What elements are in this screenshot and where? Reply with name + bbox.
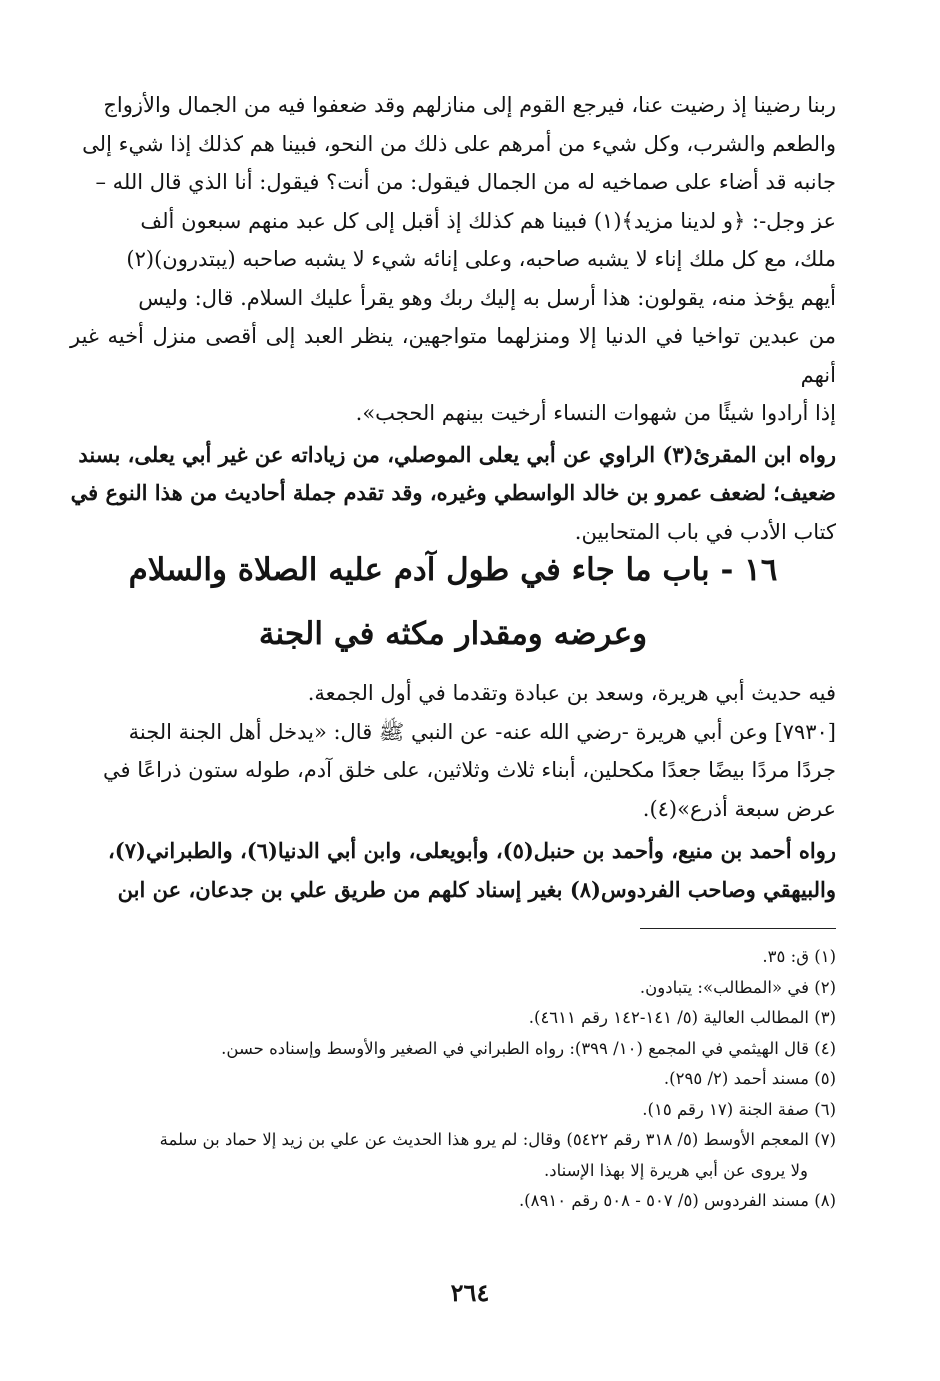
text-line: كتاب الأدب في باب المتحابين. [574,519,836,544]
text-line: عرض سبعة أذرع»(٤). [642,796,836,821]
text-line: أيهم يؤخذ منه، يقولون: هذا أرسل به إليك ربك وهو يقرأ عليك السلام. قال: وليس [138,285,836,310]
text-line: فيه حديث أبي هريرة، وسعد بن عبادة وتقدما في أول الجمعة. [307,681,836,705]
footnote-1: (١) ق: ٣٥. [762,947,836,966]
footnote-6: (٦) صفة الجنة (١٧ رقم ١٥). [642,1099,836,1119]
text-line: إذا أرادوا شيئًا من شهوات النساء أرخيت بينهم الحجب». [355,401,836,425]
footnote-5: (٥) مسند أحمد (٢/ ٢٩٥). [663,1069,836,1088]
footnote-7-continued: ولا يروى عن أبي هريرة إلا بهذا الإسناد. [543,1160,808,1180]
footnote-separator [640,928,836,929]
footnote-4: (٤) قال الهيثمي في المجمع (١٠/ ٣٩٩): رواه الطبراني في الصغير والأوسط وإسناده حسن. [221,1038,836,1058]
text-line: من عبدين تواخيا في الدنيا إلا ومنزلهما متواجهين، ينظر العبد إلى أقصى منزل أخيه غير أنهم [70,324,837,387]
footnotes [70,942,836,1217]
text-line: ملك، مع كل ملك إناء لا يشبه صاحبه، وعلى إنائه شيء لا يشبه صاحبه (يبتدرون)(٢) [126,247,836,271]
text-line: ضعيف؛ لضعف عمرو بن خالد الواسطي وغيره، وقد تقدم جملة أحاديث من هذا النوع في [70,480,836,505]
paragraph-intro [70,674,836,713]
paragraph-takhrij [70,832,836,909]
text-line: عز وجل-: ﴿و لدينا مزيد﴾(١) فبينا هم كذلك إذ أقبل إلى كل عبد منهم سبعون ألف [140,208,836,233]
paragraph-hadith-7930 [70,713,836,829]
text-line: ربنا رضينا إذ رضيت عنا، فيرجع القوم إلى منازلهم وقد ضعفوا فيه من الجمال والأزواج [103,93,836,117]
chapter-heading-line-1: ١٦ - باب ما جاء في طول آدم عليه الصلاة والسلام [128,552,778,588]
footnote-3: (٣) المطالب العالية (٥/ ١٤١-١٤٢ رقم ٤٦١١). [528,1008,836,1027]
paragraph-narration-note [70,436,836,552]
page-number: ٢٦٤ [450,1278,490,1307]
text-block-chapter [70,674,836,909]
footnote-7: (٧) المعجم الأوسط (٥/ ٣١٨ رقم ٥٤٢٢) وقال: لم يرو هذا الحديث عن علي بن زيد إلا حماد بن سلمة [159,1130,836,1149]
text-line: والطعم والشرب، وكل شيء من أمرهم على ذلك من النحو، فبينا هم كذلك إذا شيء إلى [82,131,836,156]
text-line: والبيهقي وصاحب الفردوس(٨) بغير إسناد كلهم من طريق علي بن جدعان، عن ابن [117,876,836,902]
text-line: رواه أحمد بن منيع، وأحمد بن حنبل(٥)، وأبويعلى، وابن أبي الدنيا(٦)، والطبراني(٧)، [108,838,836,863]
text-line: جردًا مردًا بيضًا جعدًا مكحلين، أبناء ثلاث وثلاثين، على خلق آدم، طوله ستون ذراعًا في [103,758,836,782]
text-line: جانبه قد أضاء على صماخيه له من الجمال فيقول: من أنت؟ فيقول: أنا الذي قال الله – [95,170,836,194]
footnote-2: (٢) في «المطالب»: يتبادون. [639,977,836,997]
chapter-heading-line-2: وعرضه ومقدار مكثه في الجنة [258,616,648,652]
text-line: رواه ابن المقرئ(٣) الراوي عن أبي يعلى الموصلي، من زياداته عن غير أبي يعلى، بسند [78,441,836,467]
text-block-top [70,86,836,551]
footnote-8: (٨) مسند الفردوس (٥/ ٥٠٧ - ٥٠٨ رقم ٨٩١٠). [518,1191,836,1210]
text-line: [٧٩٣٠] وعن أبي هريرة -رضي الله عنه- عن النبي ﷺ قال: «يدخل أهل الجنة الجنة [128,719,836,744]
paragraph-hadith-continuation [70,86,836,433]
